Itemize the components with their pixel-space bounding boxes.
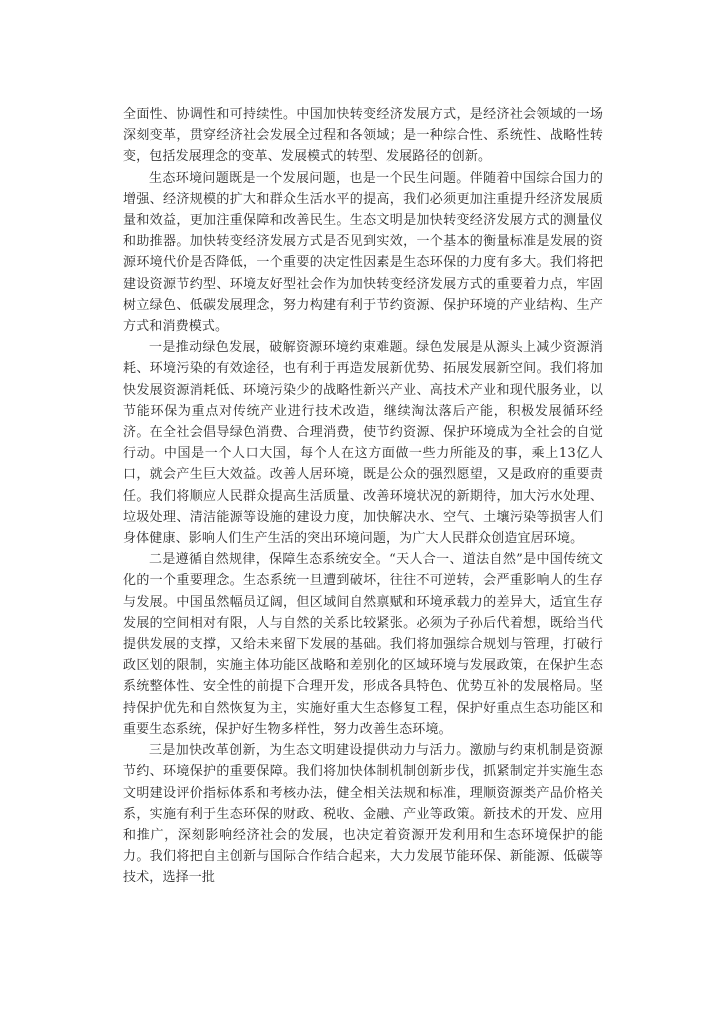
paragraph-1: 全面性、协调性和可持续性。中国加快转变经济发展方式，是经济社会领域的一场深刻变革，贯穿经济社会发展全过程和各领域；是一种综合性、系统性、战略性转变，包括发展理念的变革、发展模式的转型、发展路径的创新。 [123,107,603,165]
paragraph-5: 三是加快改革创新，为生态文明建设提供动力与活力。激励与约束机制是资源节约、环境保护的重要保障。我们将加快体制机制创新步伐，抓紧制定并实施生态文明建设评价指标体系和考核办法，健全相关法规和标准，理顺资源类产品价格关系，实施有利于生态环保的财政、税收、金融、产业等政策。新技术的开发、应用和推广，深刻影响经济社会的发展，也决定着资源开发利用和生态环境保护的能力。我们将把自主创新与国际合作结合起来，大力发展节能环保、新能源、低碳等技术，选择一批 [123,743,603,886]
paragraph-3: 一是推动绿色发展，破解资源环境约束难题。绿色发展是从源头上减少资源消耗、环境污染的有效途径，也有利于再造发展新优势、拓展发展新空间。我们将加快发展资源消耗低、环境污染少的战略性新兴产业、高技术产业和现代服务业，以节能环保为重点对传统产业进行技术改造，继续淘汰落后产能，积极发展循环经济。在全社会倡导绿色消费、合理消费，使节约资源、保护环境成为全社会的自觉行动。中国是一个人口大国，每个人在这方面做一些力所能及的事，乘上13亿人口，就会产生巨大效益。改善人居环境，既是公众的强烈愿望，又是政府的重要责任。我们将顺应人民群众提高生活质量、改善环境状况的新期待，加大污水处理、垃圾处理、清洁能源等设施的建设力度，加快解决水、空气、土壤污染等损害人们身体健康、影响人们生产生活的突出环境问题，为广大人民群众创造宜居环境。 [123,340,603,547]
paragraph-2: 生态环境问题既是一个发展问题，也是一个民生问题。伴随着中国综合国力的增强、经济规模的扩大和群众生活水平的提高，我们必须更加注重提升经济发展质量和效益，更加注重保障和改善民生。生态文明是加快转变经济发展方式的测量仪和助推器。加快转变经济发展方式是否见到实效，一个基本的衡量标准是发展的资源环境代价是否降低，一个重要的决定性因素是生态环保的力度有多大。我们将把建设资源节约型、环境友好型社会作为加快转变经济发展方式的重要着力点，牢固树立绿色、低碳发展理念，努力构建有利于节约资源、保护环境的产业结构、生产方式和消费模式。 [123,170,603,335]
paragraph-4: 二是遵循自然规律，保障生态系统安全。“天人合一、道法自然”是中国传统文化的一个重要理念。生态系统一旦遭到破坏，往往不可逆转，会严重影响人的生存与发展。中国虽然幅员辽阔，但区域间自然禀赋和环境承载力的差异大，适宜生存发展的空间相对有限，人与自然的关系比较紧张。必须为子孙后代着想，既给当代提供发展的支撑，又给未来留下发展的基础。我们将加强综合规划与管理，打破行政区划的限制，实施主体功能区战略和差别化的区域环境与发展政策，在保护生态系统整体性、安全性的前提下合理开发，形成各具特色、优势互补的发展格局。坚持保护优先和自然恢复为主，实施好重大生态修复工程，保护好重点生态功能区和重要生态系统，保护好生物多样性，努力改善生态环境。 [123,552,603,737]
body-text [123,104,603,889]
